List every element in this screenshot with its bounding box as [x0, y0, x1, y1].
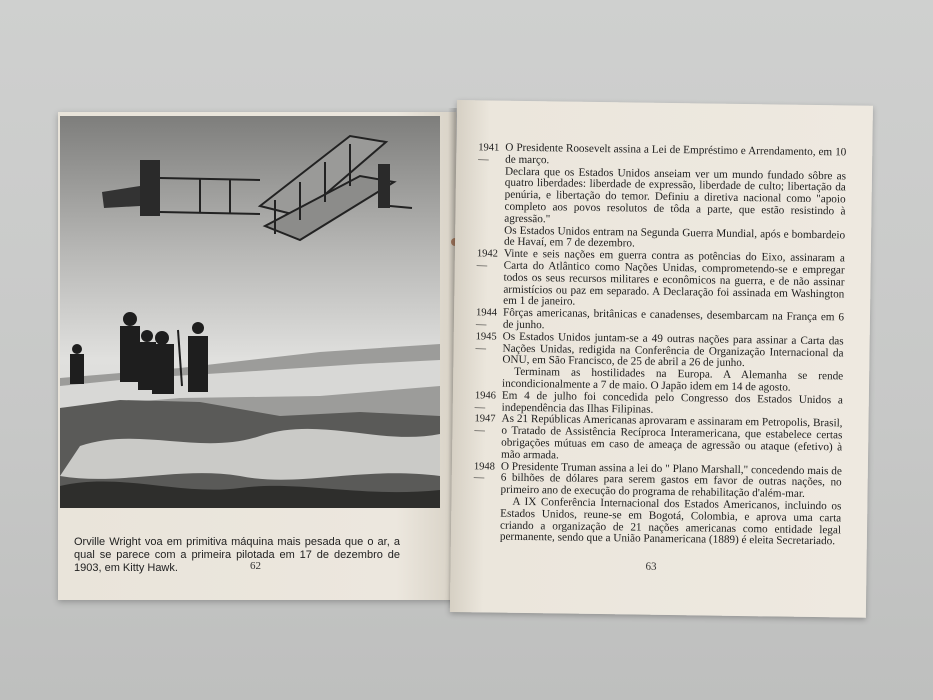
glider-photo-image — [60, 116, 440, 508]
photo-caption: Orville Wright voa em primitiva máquina mais pesada que o ar, a qual se parece com a primeira pilotada em 17 de dezembro de 1903, em Kitty Hawk. — [74, 536, 400, 574]
entry-year: 1946— — [474, 390, 496, 413]
entry-year — [477, 225, 504, 249]
entry-text: Fôrças americanas, britânicas e canadenses, desembarcam na França em 6 de junho. — [502, 306, 845, 332]
glider-photo — [60, 116, 440, 508]
entry-year: 1945— — [475, 331, 497, 354]
entry-year — [475, 366, 502, 390]
entry-text: O Presidente Roosevelt assina a Lei de Empréstimo e Arrendamento, em 10 de março. — [505, 141, 847, 167]
entry-text: O Presidente Truman assina a lei do " Plano Marshall," concedendo mais de 6 bilhões de dólares para serem gastos em favor de outras nações, no primeiro ano de execução do programa de rehabilitação d'além-mar. — [500, 460, 842, 501]
entry-text: Os Estados Unidos juntam-se a 49 outras nações para assinar a Carta das Nações Unidas, redigida na Conferência de Organização Internacional da ONU, em São Francisco, de 25 de abril a 26 de junho. — [502, 330, 844, 370]
entry-text: As 21 Repúblicas Americanas aprovaram e assinaram em Petropolis, Brasil, o Tratado de Assistência Recíproca Interamericana, que estabelece certas obrigações mútuas em caso de ameaça de agressão ou ataque (efetivo) à mão armada. — [500, 412, 843, 462]
entry-text: Declara que os Estados Unidos anseiam ver um mundo fundado sôbre as quatro liberdades: liberdade de expressão, liberdade de culto; libertação da penúria, e libertação do temor. Definiu a diretiva nacional como "apoio completo aos povos resolutos de tôda a parte, que estão resistindo à agressão." — [504, 165, 847, 226]
entry-text: Vinte e seis nações em guerra contra as potências do Eixo, assinaram a Carta do Atlântico como Nações Unidas, comprometendo-se e empregar todos os seus recursos militares e econômicos na guerra, e de não assinar armistícios ou paz em separado. A Declaração foi assinada em Washington em 1 de janeiro. — [503, 247, 845, 309]
chronology-text — [473, 142, 847, 548]
entry-year — [473, 496, 501, 544]
entry-year: 1941— — [478, 142, 500, 166]
entry-year: 1948— — [473, 460, 495, 484]
chronology-entry — [473, 496, 842, 548]
chronology-entry — [477, 166, 846, 230]
entry-text: Terminam as hostilidades na Europa. A Alemanha se rende incondicionalmente a 7 de maio. O Japão idem em 14 de agosto. — [501, 365, 844, 394]
entry-year: 1942— — [476, 248, 498, 272]
chronology-entry — [474, 414, 843, 466]
entry-year — [477, 166, 505, 225]
entry-text: A IX Conferência Internacional dos Estados Americanos, incluindo os Estados Unidos, reune-se em Bogotá, Colombia, e aprova uma carta criando a organização de 21 nações americanas como entidade legal permanente, sendo que a União Panamericana (1889) é eleita Secretariado. — [499, 495, 842, 548]
page-number-right: 63 — [645, 560, 657, 573]
entry-text: Em 4 de julho foi concedida pelo Congresso dos Estados Unidos a independência das Ilhas Filipinas. — [501, 389, 843, 416]
right-page — [450, 100, 873, 618]
chronology-entry — [476, 248, 845, 312]
entry-text: Os Estados Unidos entram na Segunda Guerra Mundial, após e bombardeio de Havaí, em 7 de dezembro. — [503, 224, 846, 250]
page-number-left: 62 — [250, 560, 261, 572]
entry-year: 1944— — [475, 307, 498, 331]
entry-year: 1947— — [474, 413, 496, 437]
